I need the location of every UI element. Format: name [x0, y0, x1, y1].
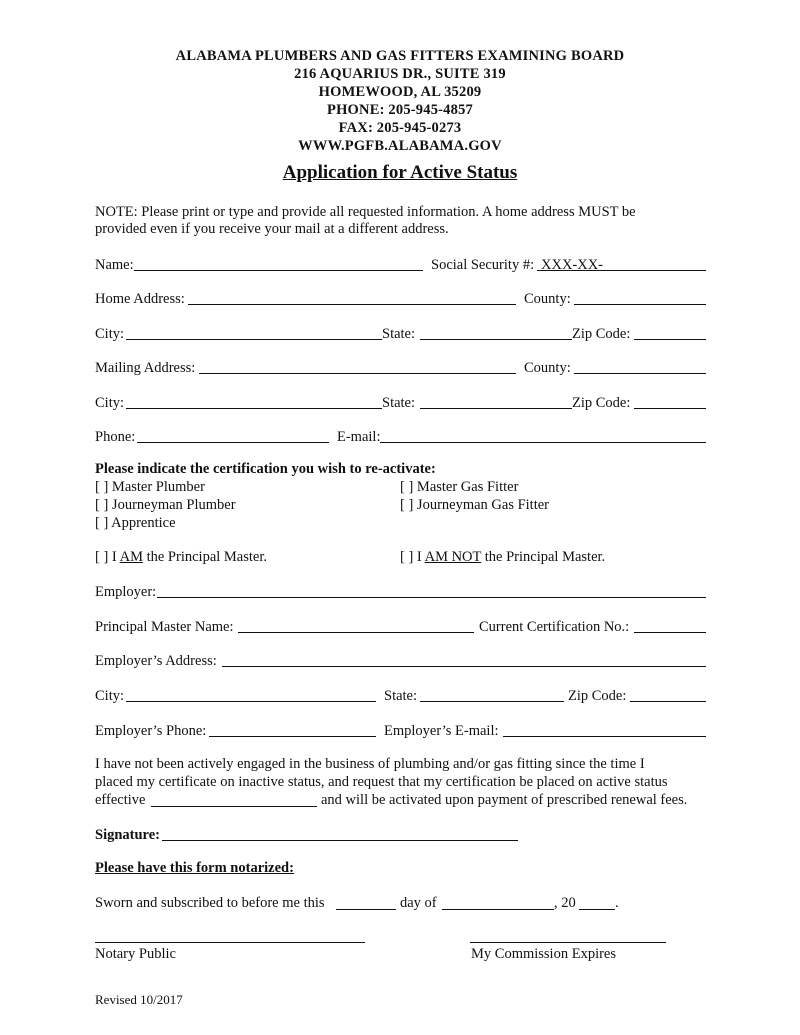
- mailing-zip-field[interactable]: [634, 408, 706, 409]
- employer-email-label: Employer’s E-mail:: [384, 723, 499, 739]
- home-city-label: City:: [95, 326, 125, 342]
- home-county-field[interactable]: [574, 304, 706, 305]
- checkbox-bracket[interactable]: [ ]: [400, 479, 414, 495]
- cert-master-gas-fitter-option[interactable]: [400, 479, 518, 496]
- mailing-state-field[interactable]: [420, 408, 572, 409]
- mailing-address-field[interactable]: [199, 373, 516, 374]
- name-field[interactable]: [134, 270, 423, 271]
- employer-phone-field[interactable]: [209, 736, 376, 737]
- principal-master-am-option[interactable]: [95, 549, 267, 566]
- sworn-month-field[interactable]: [442, 909, 554, 910]
- home-state-label: State:: [382, 326, 416, 342]
- home-zip-label: Zip Code:: [572, 326, 631, 342]
- employer-phone-label: Employer’s Phone:: [95, 723, 207, 739]
- cert-master-plumber-label: Master Plumber: [111, 479, 205, 495]
- employer-state-field[interactable]: [420, 701, 564, 702]
- board-phone: PHONE: 205-945-4857: [327, 102, 473, 118]
- sworn-day-of-text: day of: [400, 895, 437, 911]
- cert-journeyman-plumber-option[interactable]: [95, 497, 236, 514]
- employer-zip-label: Zip Code:: [568, 688, 627, 704]
- phone-field[interactable]: [137, 442, 329, 443]
- statement-line-2: placed my certificate on inactive status, and request that my certification be placed on active status: [95, 774, 668, 790]
- checkbox-bracket[interactable]: [ ]: [400, 497, 414, 513]
- checkbox-bracket[interactable]: [ ]: [95, 497, 109, 513]
- cert-apprentice-label: Apprentice: [111, 515, 176, 531]
- sworn-day-field[interactable]: [336, 909, 396, 910]
- notary-public-label: Notary Public: [95, 946, 176, 962]
- principal-am-suffix: the Principal Master.: [146, 549, 267, 565]
- commission-expires-label: My Commission Expires: [471, 946, 617, 962]
- email-label: E-mail:: [337, 429, 381, 445]
- home-city-field[interactable]: [126, 339, 382, 340]
- signature-label: Signature:: [95, 827, 160, 843]
- cert-master-gas-fitter-label: Master Gas Fitter: [416, 479, 519, 495]
- note-line-2: provided even if you receive your mail at a different address.: [95, 221, 449, 237]
- home-state-field[interactable]: [420, 339, 572, 340]
- page-title: Application for Active Status: [282, 162, 518, 183]
- home-address-field[interactable]: [188, 304, 516, 305]
- cert-journeyman-gas-fitter-option[interactable]: [400, 497, 549, 514]
- cert-apprentice-option[interactable]: [95, 515, 176, 532]
- sworn-period: .: [615, 895, 619, 911]
- signature-field[interactable]: [162, 840, 518, 841]
- sworn-year-prefix: , 20: [554, 895, 576, 911]
- employer-zip-field[interactable]: [630, 701, 706, 702]
- board-name: ALABAMA PLUMBERS AND GAS FITTERS EXAMINING BOARD: [175, 48, 625, 64]
- mailing-state-label: State:: [382, 395, 416, 411]
- employer-address-label: Employer’s Address:: [95, 653, 217, 669]
- effective-date-field[interactable]: [151, 806, 317, 807]
- mailing-county-field[interactable]: [574, 373, 706, 374]
- ssn-field[interactable]: [537, 270, 706, 271]
- checkbox-bracket[interactable]: [ ]: [95, 479, 109, 495]
- board-city: HOMEWOOD, AL 35209: [318, 84, 482, 100]
- cert-journeyman-gas-fitter-label: Journeyman Gas Fitter: [416, 497, 550, 513]
- mailing-city-label: City:: [95, 395, 125, 411]
- principal-am-not-prefix: I: [416, 549, 422, 565]
- ssn-prefix-value: XXX-XX-: [541, 257, 604, 273]
- employer-field[interactable]: [157, 597, 706, 598]
- statement-line-3b: and will be activated upon payment of prescribed renewal fees.: [321, 792, 688, 808]
- mailing-city-field[interactable]: [126, 408, 382, 409]
- cert-journeyman-plumber-label: Journeyman Plumber: [111, 497, 236, 513]
- board-street: 216 AQUARIUS DR., SUITE 319: [294, 66, 506, 82]
- mailing-county-label: County:: [524, 360, 571, 376]
- employer-city-label: City:: [95, 688, 125, 704]
- sworn-text: Sworn and subscribed to before me this: [95, 895, 325, 911]
- principal-master-name-field[interactable]: [238, 632, 474, 633]
- notarize-heading: Please have this form notarized:: [95, 860, 294, 876]
- note-line-1: NOTE: Please print or type and provide all requested information. A home address MUST be: [95, 204, 636, 220]
- employer-city-field[interactable]: [126, 701, 376, 702]
- employer-address-field[interactable]: [222, 666, 706, 667]
- name-label: Name:: [95, 257, 134, 273]
- statement-line-1: I have not been actively engaged in the business of plumbing and/or gas fitting since the time I: [95, 756, 645, 772]
- principal-am-not-text: AM NOT: [424, 549, 482, 565]
- statement-line-3a: effective: [95, 792, 146, 808]
- checkbox-bracket[interactable]: [ ]: [95, 515, 109, 531]
- mailing-zip-label: Zip Code:: [572, 395, 631, 411]
- principal-master-am-not-option[interactable]: [400, 549, 605, 566]
- employer-state-label: State:: [384, 688, 418, 704]
- current-cert-no-field[interactable]: [634, 632, 706, 633]
- checkbox-bracket[interactable]: [ ]: [95, 549, 109, 565]
- mailing-address-label: Mailing Address:: [95, 360, 196, 376]
- home-county-label: County:: [524, 291, 571, 307]
- principal-am-text: AM: [119, 549, 143, 565]
- certification-heading: Please indicate the certification you wish to re-activate:: [95, 461, 436, 477]
- home-address-label: Home Address:: [95, 291, 185, 307]
- board-fax: FAX: 205-945-0273: [338, 120, 462, 136]
- phone-label: Phone:: [95, 429, 136, 445]
- revised-date: Revised 10/2017: [95, 992, 183, 1007]
- principal-am-prefix: I: [111, 549, 117, 565]
- current-cert-no-label: Current Certification No.:: [479, 619, 630, 635]
- employer-label: Employer:: [95, 584, 157, 600]
- ssn-label: Social Security #:: [431, 257, 535, 273]
- cert-master-plumber-option[interactable]: [95, 479, 205, 496]
- employer-email-field[interactable]: [503, 736, 706, 737]
- home-zip-field[interactable]: [634, 339, 706, 340]
- commission-expires-field[interactable]: [470, 942, 666, 943]
- sworn-year-field[interactable]: [579, 909, 615, 910]
- board-website: WWW.PGFB.ALABAMA.GOV: [298, 138, 502, 154]
- notary-signature-field[interactable]: [95, 942, 365, 943]
- email-field[interactable]: [380, 442, 706, 443]
- principal-master-name-label: Principal Master Name:: [95, 619, 234, 635]
- checkbox-bracket[interactable]: [ ]: [400, 549, 414, 565]
- principal-am-not-suffix: the Principal Master.: [484, 549, 606, 565]
